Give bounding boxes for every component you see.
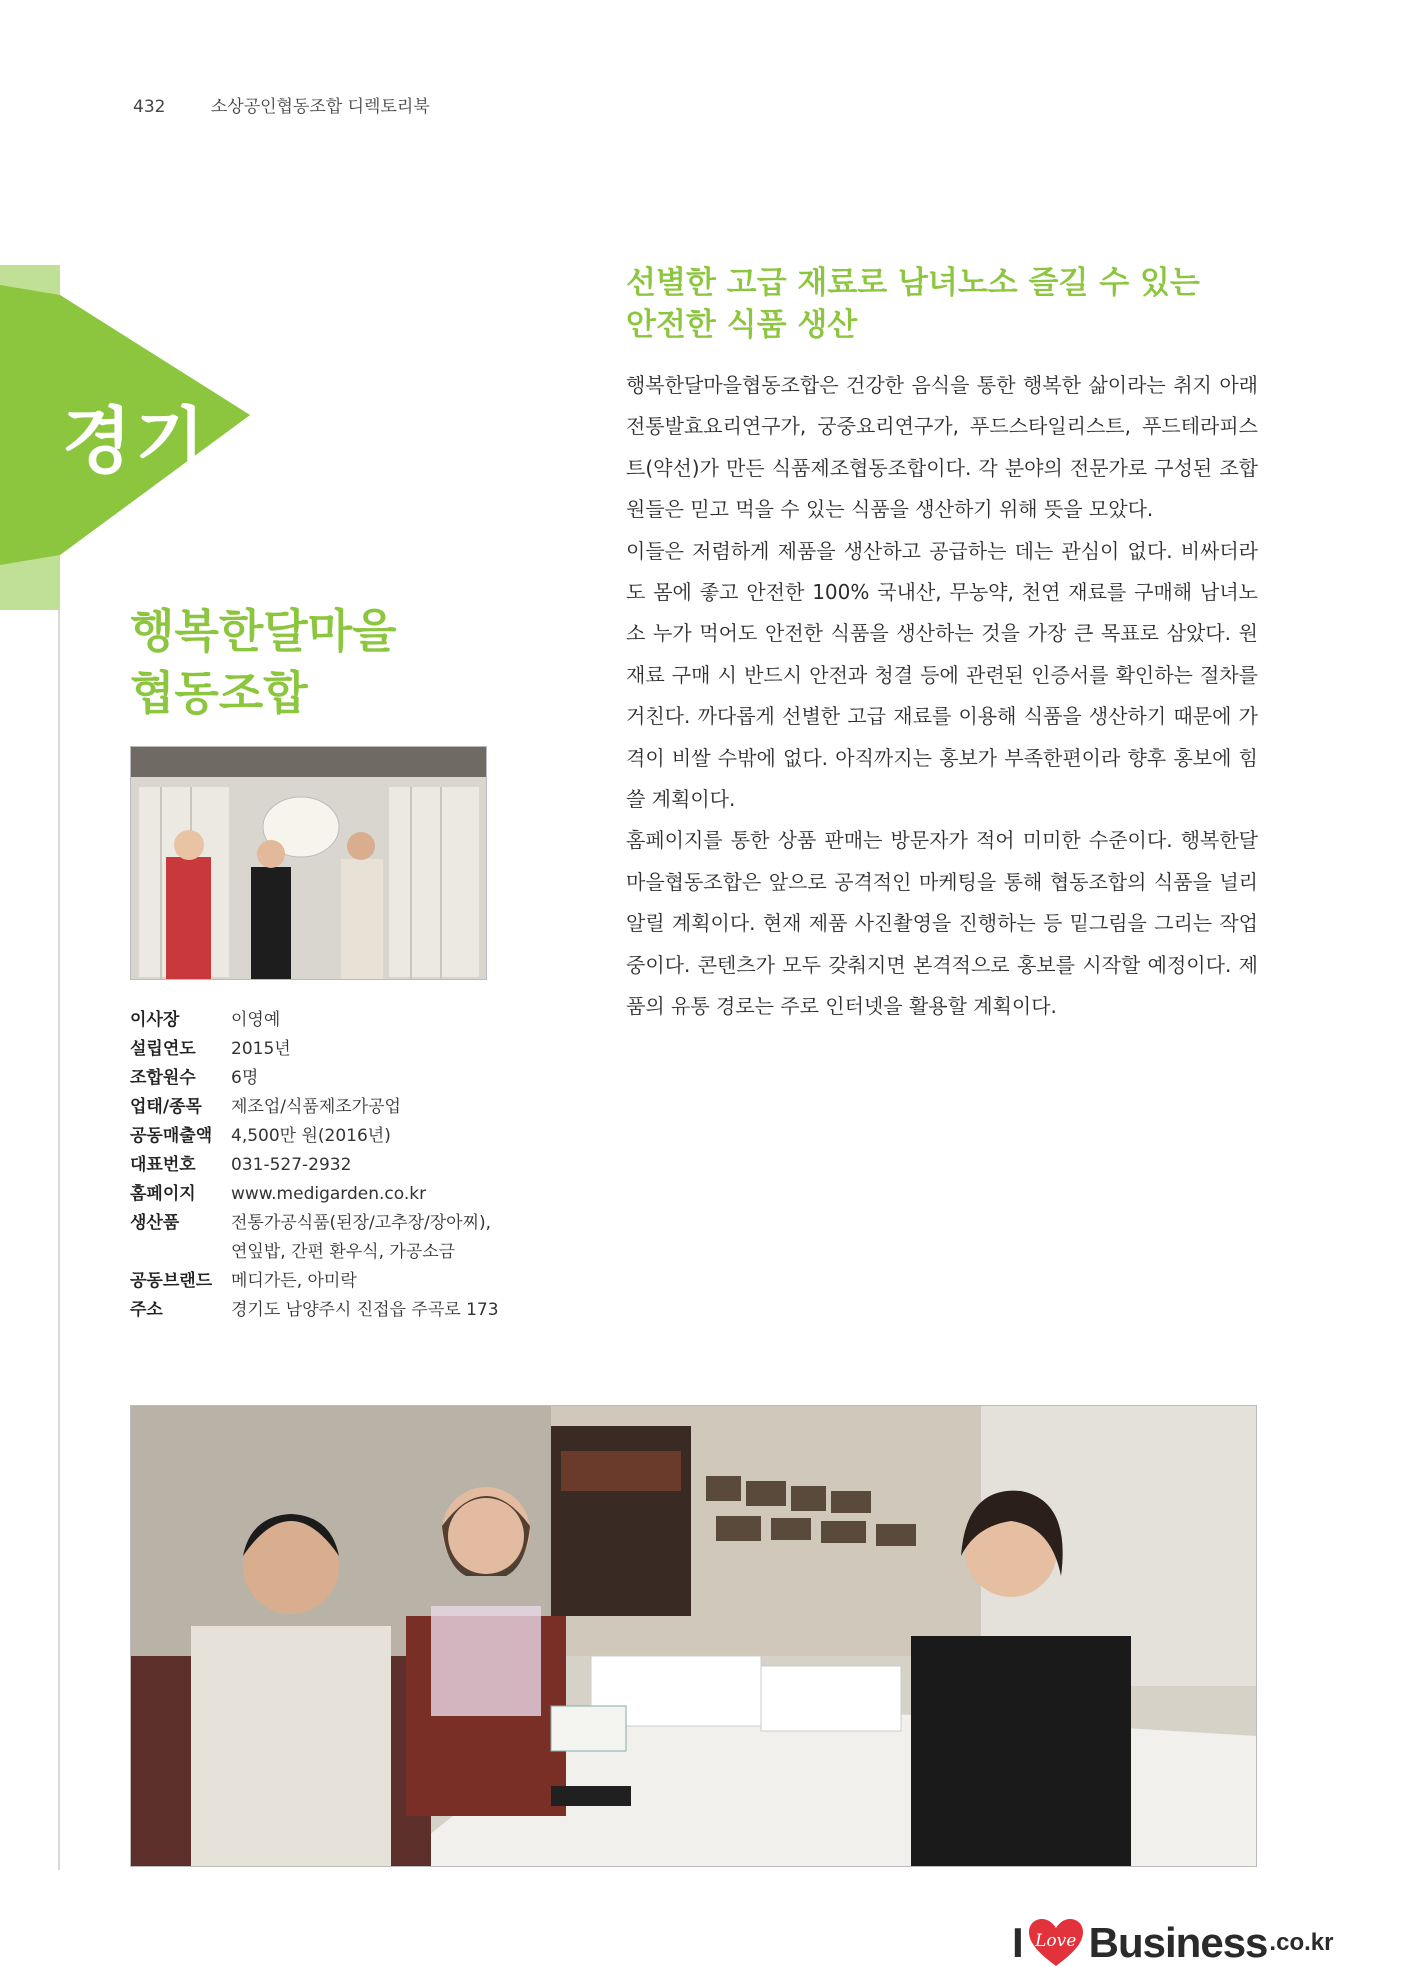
info-value: 2015년 bbox=[231, 1039, 291, 1059]
info-row bbox=[130, 1064, 511, 1093]
info-key: 공동매출액 bbox=[130, 1126, 213, 1146]
heart-icon bbox=[1027, 1918, 1085, 1968]
info-key: 대표번호 bbox=[130, 1155, 196, 1175]
info-key: 주소 bbox=[130, 1300, 163, 1320]
info-key: 공동브랜드 bbox=[130, 1271, 213, 1291]
info-row bbox=[130, 1267, 511, 1296]
article-headline bbox=[626, 262, 1266, 346]
region-tab bbox=[0, 265, 260, 610]
page-number: 432 bbox=[133, 97, 166, 117]
coop-name bbox=[130, 600, 397, 724]
info-key: 이사장 bbox=[130, 1010, 180, 1030]
info-value: 4,500만 원(2016년) bbox=[231, 1126, 391, 1146]
info-value: 경기도 남양주시 진접읍 주곡로 173 bbox=[231, 1300, 499, 1320]
logo-love: Love bbox=[1035, 1931, 1077, 1951]
info-value: 전통가공식품(된장/고추장/장아찌), 연잎밥, 간편 환우식, 가공소금 bbox=[231, 1213, 492, 1262]
info-key: 업태/종목 bbox=[130, 1097, 202, 1117]
info-row bbox=[130, 1209, 511, 1267]
headline-line1: 선별한 고급 재료로 남녀노소 즐길 수 있는 bbox=[626, 265, 1200, 301]
meeting-photo bbox=[130, 1405, 1257, 1867]
left-divider bbox=[58, 610, 60, 1870]
info-value: 제조업/식품제조가공업 bbox=[231, 1097, 401, 1117]
info-value: www.medigarden.co.kr bbox=[231, 1184, 427, 1204]
info-row bbox=[130, 1093, 511, 1122]
team-photo bbox=[130, 746, 487, 980]
info-key: 설립연도 bbox=[130, 1039, 196, 1059]
article-body bbox=[626, 365, 1258, 1028]
coop-name-line2: 협동조합 bbox=[130, 666, 308, 720]
info-value: 031-527-2932 bbox=[231, 1155, 352, 1175]
info-row bbox=[130, 1006, 511, 1035]
footer-logo bbox=[1012, 1918, 1333, 1968]
book-title: 소상공인협동조합 디렉토리북 bbox=[210, 97, 430, 117]
info-row bbox=[130, 1296, 511, 1325]
region-label: 경기 bbox=[62, 399, 210, 483]
info-value: 6명 bbox=[231, 1068, 259, 1088]
logo-business: Business bbox=[1088, 1919, 1268, 1966]
info-key: 생산품 bbox=[130, 1213, 180, 1233]
info-key: 조합원수 bbox=[130, 1068, 196, 1088]
info-row bbox=[130, 1035, 511, 1064]
info-row bbox=[130, 1180, 511, 1209]
info-value: 메디가든, 아미락 bbox=[231, 1271, 357, 1291]
logo-domain: .co.kr bbox=[1269, 1929, 1334, 1956]
body-paragraph: 이들은 저렴하게 제품을 생산하고 공급하는 데는 관심이 없다. 비싸더라도 몸에 좋고 안전한 100% 국내산, 무농약, 천연 재료를 구매해 남녀노소 누가 먹어도 안전한 식품을 생산하는 것을 가장 큰 목표로 삼았다. 원재료 구매 시 반드시 안전과 청결 등에 관련된 인증서를 확인하는 절차를 거친다. 까다롭게 선별한 고급 재료를 이용해 식품을 생산하기 때문에 가격이 비쌀 수밖에 없다. 아직까지는 홍보가 부족한편이라 향후 홍보에 힘쓸 계획이다. bbox=[626, 538, 1258, 812]
body-paragraph: 행복한달마을협동조합은 건강한 음식을 통한 행복한 삶이라는 취지 아래 전통발효요리연구가, 궁중요리연구가, 푸드스타일리스트, 푸드테라피스트(약선)가 만든 식품제조협동조합이다. 각 분야의 전문가로 구성된 조합원들은 믿고 먹을 수 있는 식품을 생산하기 위해 뜻을 모았다. bbox=[626, 373, 1258, 522]
info-row bbox=[130, 1122, 511, 1151]
info-value: 이영예 bbox=[231, 1010, 281, 1030]
info-key: 홈페이지 bbox=[130, 1184, 196, 1204]
coop-name-line1: 행복한달마을 bbox=[130, 604, 397, 658]
headline-line2: 안전한 식품 생산 bbox=[626, 307, 858, 343]
logo-i: I bbox=[1012, 1919, 1023, 1966]
coop-info-table bbox=[130, 1006, 511, 1325]
page-header bbox=[133, 92, 430, 117]
info-row bbox=[130, 1151, 511, 1180]
body-paragraph: 홈페이지를 통한 상품 판매는 방문자가 적어 미미한 수준이다. 행복한달마을협동조합은 앞으로 공격적인 마케팅을 통해 협동조합의 식품을 널리 알릴 계획이다. 현재 제품 사진촬영을 진행하는 등 밑그림을 그리는 작업 중이다. 콘텐츠가 모두 갖춰지면 본격적으로 홍보를 시작할 예정이다. 제품의 유통 경로는 주로 인터넷을 활용할 계획이다. bbox=[626, 828, 1258, 1019]
